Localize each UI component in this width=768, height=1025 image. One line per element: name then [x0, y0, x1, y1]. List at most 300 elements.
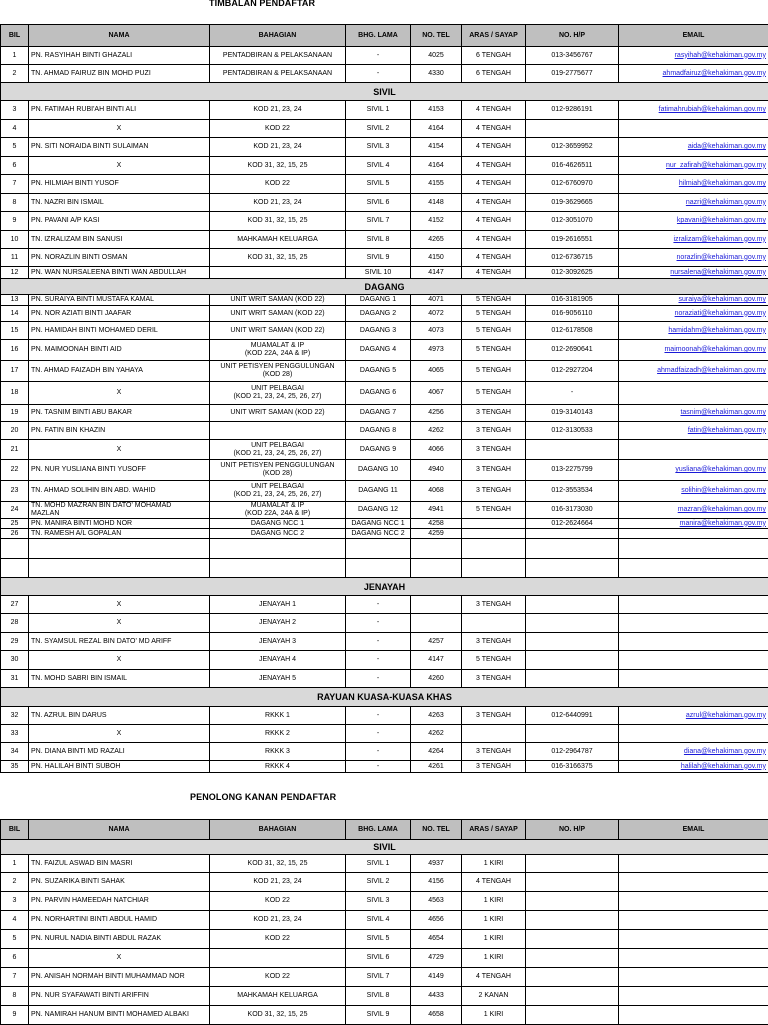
cell-email[interactable]: solihin@kehakiman.gov.my — [619, 481, 768, 502]
table-row — [1, 1006, 768, 1025]
cell-no-hp: 012-2624664 — [526, 519, 619, 529]
cell-bahagian: UNIT WRIT SAMAN (KOD 22) — [210, 405, 346, 422]
cell-nama: PN. NORAZLIN BINTI OSMAN — [29, 249, 210, 267]
cell-aras-sayap: 4 TENGAH — [462, 249, 526, 267]
cell-bil: 5 — [1, 138, 29, 157]
table-row — [1, 529, 768, 539]
cell-bil: 4 — [1, 120, 29, 138]
cell-no-tel: 4262 — [411, 725, 462, 743]
cell-nama: X — [29, 120, 210, 138]
section-label: RAYUAN KUASA-KUASA KHAS — [1, 688, 768, 707]
cell-bahagian: RKKK 4 — [210, 761, 346, 773]
cell-aras-sayap: 4 TENGAH — [462, 968, 526, 987]
table-header-row — [1, 820, 768, 840]
cell-bhg-lama: DAGANG 3 — [346, 322, 411, 340]
cell-bhg-lama: SIVIL 1 — [346, 855, 411, 873]
table-row — [1, 65, 768, 83]
cell-email[interactable]: maimoonah@kehakiman.gov.my — [619, 340, 768, 361]
cell-bahagian: UNIT WRIT SAMAN (KOD 22) — [210, 295, 346, 306]
cell-aras-sayap: 4 TENGAH — [462, 175, 526, 194]
cell-aras-sayap: 5 TENGAH — [462, 295, 526, 306]
cell-aras-sayap: 3 TENGAH — [462, 670, 526, 688]
cell-bahagian: KOD 21, 23, 24 — [210, 101, 346, 120]
cell-email[interactable]: fatin@kehakiman.gov.my — [619, 422, 768, 440]
cell-aras-sayap: 5 TENGAH — [462, 651, 526, 670]
cell-no-tel: 4147 — [411, 651, 462, 670]
cell-aras-sayap: 1 KIRI — [462, 930, 526, 949]
cell-aras-sayap: 5 TENGAH — [462, 322, 526, 340]
cell-no-hp — [526, 440, 619, 460]
cell-no-tel: 4433 — [411, 987, 462, 1006]
cell-nama: TN. MOHD MAZRAN BIN DATO' MOHAMAD MAZLAN — [29, 502, 210, 519]
section-label: JENAYAH — [1, 578, 768, 596]
cell-no-hp — [526, 949, 619, 968]
cell-no-tel: 4973 — [411, 340, 462, 361]
cell-no-hp: 016-4626511 — [526, 157, 619, 175]
cell-bhg-lama: SIVIL 5 — [346, 175, 411, 194]
cell-no-hp: 019-2775677 — [526, 65, 619, 83]
col-email: EMAIL — [619, 25, 768, 47]
cell-bahagian: JENAYAH 2 — [210, 614, 346, 633]
cell-bahagian: UNIT WRIT SAMAN (KOD 22) — [210, 306, 346, 322]
col-no-tel: NO. TEL — [411, 25, 462, 47]
cell-bahagian: RKKK 2 — [210, 725, 346, 743]
cell-bhg-lama: DAGANG 4 — [346, 340, 411, 361]
cell-aras-sayap: 3 TENGAH — [462, 481, 526, 502]
table-row — [1, 267, 768, 279]
cell-aras-sayap: 2 KANAN — [462, 987, 526, 1006]
cell-nama — [29, 539, 210, 559]
cell-aras-sayap: 4 TENGAH — [462, 120, 526, 138]
cell-bahagian: KOD 21, 23, 24 — [210, 138, 346, 157]
cell-bahagian: KOD 31, 32, 15, 25 — [210, 249, 346, 267]
table-row — [1, 422, 768, 440]
cell-no-tel: 4257 — [411, 633, 462, 651]
cell-no-tel: 4259 — [411, 529, 462, 539]
table-row — [1, 855, 768, 873]
cell-no-tel: 4330 — [411, 65, 462, 83]
cell-no-tel: 4147 — [411, 267, 462, 279]
cell-no-tel: 4153 — [411, 101, 462, 120]
cell-email[interactable]: nur_zafirah@kehakiman.gov.my — [619, 157, 768, 175]
cell-bahagian: KOD 22 — [210, 968, 346, 987]
cell-bhg-lama: DAGANG 8 — [346, 422, 411, 440]
cell-aras-sayap: 4 TENGAH — [462, 194, 526, 212]
table-row — [1, 539, 768, 559]
cell-bil: 30 — [1, 651, 29, 670]
cell-no-hp — [526, 596, 619, 614]
cell-bahagian: JENAYAH 4 — [210, 651, 346, 670]
cell-bil: 15 — [1, 322, 29, 340]
cell-bil: 7 — [1, 968, 29, 987]
cell-aras-sayap: 5 TENGAH — [462, 306, 526, 322]
cell-no-hp — [526, 968, 619, 987]
cell-no-tel: 4150 — [411, 249, 462, 267]
cell-bhg-lama: SIVIL 9 — [346, 249, 411, 267]
cell-aras-sayap: 4 TENGAH — [462, 101, 526, 120]
cell-no-hp: 012-6440991 — [526, 707, 619, 725]
cell-no-tel: 4154 — [411, 138, 462, 157]
cell-bil: 35 — [1, 761, 29, 773]
cell-nama: X — [29, 614, 210, 633]
cell-nama: TN. FAIZUL ASWAD BIN MASRI — [29, 855, 210, 873]
cell-no-tel: 4262 — [411, 422, 462, 440]
cell-bhg-lama — [346, 559, 411, 578]
cell-no-tel: 4941 — [411, 502, 462, 519]
table-penolong-kanan-pendaftar — [0, 819, 768, 1025]
cell-no-hp: 013-3456767 — [526, 47, 619, 65]
table-row — [1, 47, 768, 65]
cell-bhg-lama: DAGANG 11 — [346, 481, 411, 502]
cell-bhg-lama: - — [346, 651, 411, 670]
cell-aras-sayap: 4 TENGAH — [462, 212, 526, 231]
table-row — [1, 502, 768, 519]
cell-bahagian: RKKK 3 — [210, 743, 346, 761]
cell-no-hp: 016-3181905 — [526, 295, 619, 306]
cell-no-tel: 4937 — [411, 855, 462, 873]
cell-email — [619, 382, 768, 405]
cell-nama: X — [29, 382, 210, 405]
cell-bahagian: UNIT WRIT SAMAN (KOD 22) — [210, 322, 346, 340]
cell-aras-sayap: 4 TENGAH — [462, 138, 526, 157]
cell-no-tel: 4073 — [411, 322, 462, 340]
cell-bhg-lama: SIVIL 8 — [346, 987, 411, 1006]
cell-no-hp: 012-3553534 — [526, 481, 619, 502]
cell-aras-sayap: 3 TENGAH — [462, 460, 526, 481]
cell-nama: PN. SITI NORAIDA BINTI SULAIMAN — [29, 138, 210, 157]
cell-no-tel: 4656 — [411, 911, 462, 930]
cell-no-hp: 016-3166375 — [526, 761, 619, 773]
section-row — [1, 840, 768, 855]
section-row — [1, 279, 768, 295]
cell-bhg-lama: SIVIL 4 — [346, 157, 411, 175]
cell-bhg-lama: SIVIL 10 — [346, 267, 411, 279]
cell-nama: PN. TASNIM BINTI ABU BAKAR — [29, 405, 210, 422]
cell-no-tel: 4164 — [411, 120, 462, 138]
col-no-hp: NO. H/P — [526, 820, 619, 840]
cell-bil: 11 — [1, 249, 29, 267]
cell-bil: 5 — [1, 930, 29, 949]
section-row — [1, 688, 768, 707]
cell-bil: 16 — [1, 340, 29, 361]
cell-bil: 12 — [1, 267, 29, 279]
table-row — [1, 519, 768, 529]
cell-email — [619, 651, 768, 670]
cell-email — [619, 873, 768, 892]
title-timbalan-pendaftar: TIMBALAN PENDAFTAR — [209, 0, 315, 8]
cell-bahagian: KOD 22 — [210, 175, 346, 194]
cell-bahagian — [210, 267, 346, 279]
cell-no-hp — [526, 539, 619, 559]
cell-aras-sayap: 5 TENGAH — [462, 382, 526, 405]
cell-aras-sayap: 1 KIRI — [462, 1006, 526, 1025]
cell-nama: X — [29, 596, 210, 614]
cell-aras-sayap: 1 KIRI — [462, 855, 526, 873]
cell-bil: 13 — [1, 295, 29, 306]
table-row — [1, 306, 768, 322]
cell-bil: 24 — [1, 502, 29, 519]
cell-email — [619, 529, 768, 539]
cell-email[interactable]: noraziati@kehakiman.gov.my — [619, 306, 768, 322]
cell-bil — [1, 539, 29, 559]
table-row — [1, 101, 768, 120]
table-row — [1, 761, 768, 773]
cell-email — [619, 120, 768, 138]
cell-no-tel: 4261 — [411, 761, 462, 773]
cell-no-tel: 4264 — [411, 743, 462, 761]
cell-no-hp — [526, 892, 619, 911]
cell-bahagian: KOD 31, 32, 15, 25 — [210, 1006, 346, 1025]
table-row — [1, 614, 768, 633]
cell-no-hp — [526, 529, 619, 539]
cell-aras-sayap: 3 TENGAH — [462, 405, 526, 422]
cell-bahagian: DAGANG NCC 1 — [210, 519, 346, 529]
cell-nama: PN. HILMIAH BINTI YUSOF — [29, 175, 210, 194]
cell-bahagian: UNIT PETISYEN PENGGULUNGAN (KOD 28) — [210, 460, 346, 481]
cell-bil: 20 — [1, 422, 29, 440]
cell-bahagian: PENTADBIRAN & PELAKSANAAN — [210, 47, 346, 65]
cell-bil: 31 — [1, 670, 29, 688]
cell-email — [619, 949, 768, 968]
cell-email — [619, 911, 768, 930]
cell-no-tel: 4071 — [411, 295, 462, 306]
table-row — [1, 987, 768, 1006]
table-body — [1, 47, 768, 773]
cell-no-hp: 012-2927204 — [526, 361, 619, 382]
cell-no-tel: 4658 — [411, 1006, 462, 1025]
cell-nama: TN. NAZRI BIN ISMAIL — [29, 194, 210, 212]
cell-email — [619, 855, 768, 873]
table-row — [1, 322, 768, 340]
cell-no-hp: 012-3051070 — [526, 212, 619, 231]
cell-bahagian — [210, 422, 346, 440]
cell-no-hp — [526, 1006, 619, 1025]
cell-email — [619, 539, 768, 559]
cell-nama: PN. NORHARTINI BINTI ABDUL HAMID — [29, 911, 210, 930]
cell-bil: 8 — [1, 987, 29, 1006]
cell-bahagian: MAHKAMAH KELUARGA — [210, 231, 346, 249]
table-row — [1, 460, 768, 481]
cell-no-hp: 016-9056110 — [526, 306, 619, 322]
cell-no-tel: 4067 — [411, 382, 462, 405]
cell-email[interactable]: rasyihah@kehakiman.gov.my — [619, 47, 768, 65]
cell-nama: PN. HAMIDAH BINTI MOHAMED DERIL — [29, 322, 210, 340]
cell-bhg-lama: - — [346, 633, 411, 651]
cell-no-hp — [526, 873, 619, 892]
cell-bhg-lama: SIVIL 2 — [346, 120, 411, 138]
cell-bil: 23 — [1, 481, 29, 502]
cell-email — [619, 892, 768, 911]
cell-bahagian: MAHKAMAH KELUARGA — [210, 987, 346, 1006]
cell-aras-sayap — [462, 539, 526, 559]
cell-aras-sayap: 5 TENGAH — [462, 361, 526, 382]
table-row — [1, 405, 768, 422]
cell-bahagian — [210, 539, 346, 559]
cell-nama: TN. IZRALIZAM BIN SANUSI — [29, 231, 210, 249]
cell-nama: X — [29, 949, 210, 968]
cell-no-tel — [411, 614, 462, 633]
cell-bil: 6 — [1, 157, 29, 175]
cell-bahagian: MUAMALAT & IP (KOD 22A, 24A & IP) — [210, 340, 346, 361]
cell-bahagian: DAGANG NCC 2 — [210, 529, 346, 539]
cell-email[interactable]: manira@kehakiman.gov.my — [619, 519, 768, 529]
cell-bhg-lama: - — [346, 761, 411, 773]
cell-bhg-lama: SIVIL 5 — [346, 930, 411, 949]
cell-email — [619, 596, 768, 614]
table-row — [1, 968, 768, 987]
cell-no-hp: 019-2616551 — [526, 231, 619, 249]
col-bahagian: BAHAGIAN — [210, 25, 346, 47]
cell-nama: X — [29, 725, 210, 743]
cell-email[interactable]: aida@kehakiman.gov.my — [619, 138, 768, 157]
table-row — [1, 231, 768, 249]
cell-aras-sayap: 3 TENGAH — [462, 440, 526, 460]
table-row — [1, 707, 768, 725]
cell-email[interactable]: halilah@kehakiman.gov.my — [619, 761, 768, 773]
cell-no-tel: 4155 — [411, 175, 462, 194]
cell-bahagian: KOD 21, 23, 24 — [210, 911, 346, 930]
cell-bil: 2 — [1, 873, 29, 892]
table-timbalan-pendaftar — [0, 24, 768, 773]
cell-no-tel: 4152 — [411, 212, 462, 231]
cell-no-hp: 012-2690641 — [526, 340, 619, 361]
cell-bahagian: KOD 31, 32, 15, 25 — [210, 157, 346, 175]
cell-email[interactable]: hamidahm@kehakiman.gov.my — [619, 322, 768, 340]
cell-email[interactable]: hilmiah@kehakiman.gov.my — [619, 175, 768, 194]
cell-email[interactable]: mazran@kehakiman.gov.my — [619, 502, 768, 519]
cell-bhg-lama: DAGANG 1 — [346, 295, 411, 306]
cell-email — [619, 725, 768, 743]
cell-nama: PN. NUR YUSLIANA BINTI YUSOFF — [29, 460, 210, 481]
cell-email[interactable]: yusliana@kehakiman.gov.my — [619, 460, 768, 481]
table-row — [1, 361, 768, 382]
cell-bahagian — [210, 949, 346, 968]
cell-bahagian: KOD 22 — [210, 892, 346, 911]
cell-no-hp — [526, 930, 619, 949]
cell-aras-sayap — [462, 529, 526, 539]
table-row — [1, 340, 768, 361]
cell-bhg-lama: - — [346, 614, 411, 633]
cell-bhg-lama: SIVIL 6 — [346, 194, 411, 212]
cell-no-tel: 4256 — [411, 405, 462, 422]
cell-nama: PN. NAMIRAH HANUM BINTI MOHAMED ALBAKI — [29, 1006, 210, 1025]
cell-nama: PN. DIANA BINTI MD RAZALI — [29, 743, 210, 761]
cell-aras-sayap: 4 TENGAH — [462, 873, 526, 892]
cell-bhg-lama: SIVIL 7 — [346, 212, 411, 231]
cell-nama: PN. NOR AZIATI BINTI JAAFAR — [29, 306, 210, 322]
table-row — [1, 892, 768, 911]
cell-aras-sayap — [462, 725, 526, 743]
cell-email — [619, 633, 768, 651]
cell-aras-sayap — [462, 519, 526, 529]
cell-bhg-lama: DAGANG 10 — [346, 460, 411, 481]
cell-bahagian: JENAYAH 5 — [210, 670, 346, 688]
cell-bil: 28 — [1, 614, 29, 633]
cell-bil: 27 — [1, 596, 29, 614]
cell-email — [619, 559, 768, 578]
cell-nama: TN. AHMAD SOLIHIN BIN ABD. WAHID — [29, 481, 210, 502]
cell-bahagian: KOD 22 — [210, 930, 346, 949]
cell-no-hp — [526, 670, 619, 688]
cell-bil: 26 — [1, 529, 29, 539]
cell-no-hp — [526, 725, 619, 743]
cell-no-tel: 4263 — [411, 707, 462, 725]
cell-email — [619, 930, 768, 949]
cell-email[interactable]: fatimahrubiah@kehakiman.gov.my — [619, 101, 768, 120]
cell-no-tel: 4164 — [411, 157, 462, 175]
cell-no-hp: 012-3659952 — [526, 138, 619, 157]
cell-email[interactable]: azrul@kehakiman.gov.my — [619, 707, 768, 725]
cell-nama: X — [29, 440, 210, 460]
cell-bahagian: UNIT PELBAGAI (KOD 21, 23, 24, 25, 26, 27) — [210, 481, 346, 502]
col-nama: NAMA — [29, 25, 210, 47]
cell-bil: 18 — [1, 382, 29, 405]
cell-bil: 25 — [1, 519, 29, 529]
cell-email[interactable]: diana@kehakiman.gov.my — [619, 743, 768, 761]
cell-bhg-lama: SIVIL 7 — [346, 968, 411, 987]
cell-no-hp: 016-3173030 — [526, 502, 619, 519]
cell-aras-sayap — [462, 559, 526, 578]
cell-no-hp — [526, 633, 619, 651]
cell-no-tel: 4072 — [411, 306, 462, 322]
cell-email[interactable]: suraiya@kehakiman.gov.my — [619, 295, 768, 306]
cell-aras-sayap: 3 TENGAH — [462, 761, 526, 773]
cell-bil: 3 — [1, 892, 29, 911]
cell-email[interactable]: ahmadfaizadh@kehakiman.gov.my — [619, 361, 768, 382]
cell-bahagian — [210, 559, 346, 578]
cell-nama: TN. SYAMSUL REZAL BIN DATO' MD ARIFF — [29, 633, 210, 651]
table-row — [1, 157, 768, 175]
cell-email[interactable]: kpavani@kehakiman.gov.my — [619, 212, 768, 231]
cell-bahagian: RKKK 1 — [210, 707, 346, 725]
table-row — [1, 930, 768, 949]
cell-bhg-lama: SIVIL 2 — [346, 873, 411, 892]
cell-nama — [29, 559, 210, 578]
cell-aras-sayap: 1 KIRI — [462, 892, 526, 911]
cell-email[interactable]: nazri@kehakiman.gov.my — [619, 194, 768, 212]
cell-email[interactable]: nursalena@kehakiman.gov.my — [619, 267, 768, 279]
cell-email[interactable]: ahmadfairuz@kehakiman.gov.my — [619, 65, 768, 83]
cell-nama: PN. RASYIHAH BINTI GHAZALI — [29, 47, 210, 65]
cell-bil: 3 — [1, 101, 29, 120]
col-bil: BIL — [1, 25, 29, 47]
cell-no-tel — [411, 596, 462, 614]
cell-nama: PN. MANIRA BINTI MOHD NOR — [29, 519, 210, 529]
cell-bahagian: PENTADBIRAN & PELAKSANAAN — [210, 65, 346, 83]
cell-email[interactable]: izralizam@kehakiman.gov.my — [619, 231, 768, 249]
table-row — [1, 651, 768, 670]
cell-bhg-lama: SIVIL 1 — [346, 101, 411, 120]
cell-bil: 32 — [1, 707, 29, 725]
cell-no-hp — [526, 987, 619, 1006]
cell-email[interactable]: norazlin@kehakiman.gov.my — [619, 249, 768, 267]
cell-no-hp: 012-6178508 — [526, 322, 619, 340]
cell-nama: PN. PARVIN HAMEEDAH NATCHIAR — [29, 892, 210, 911]
cell-bhg-lama: SIVIL 6 — [346, 949, 411, 968]
cell-aras-sayap: 3 TENGAH — [462, 422, 526, 440]
cell-aras-sayap: 3 TENGAH — [462, 743, 526, 761]
cell-bil: 9 — [1, 212, 29, 231]
cell-no-tel: 4260 — [411, 670, 462, 688]
cell-email[interactable]: tasnim@kehakiman.gov.my — [619, 405, 768, 422]
cell-nama: TN. AZRUL BIN DARUS — [29, 707, 210, 725]
cell-bahagian: JENAYAH 3 — [210, 633, 346, 651]
cell-email — [619, 440, 768, 460]
cell-email — [619, 1006, 768, 1025]
section-row — [1, 578, 768, 596]
cell-aras-sayap: 4 TENGAH — [462, 231, 526, 249]
cell-bhg-lama: SIVIL 3 — [346, 138, 411, 157]
